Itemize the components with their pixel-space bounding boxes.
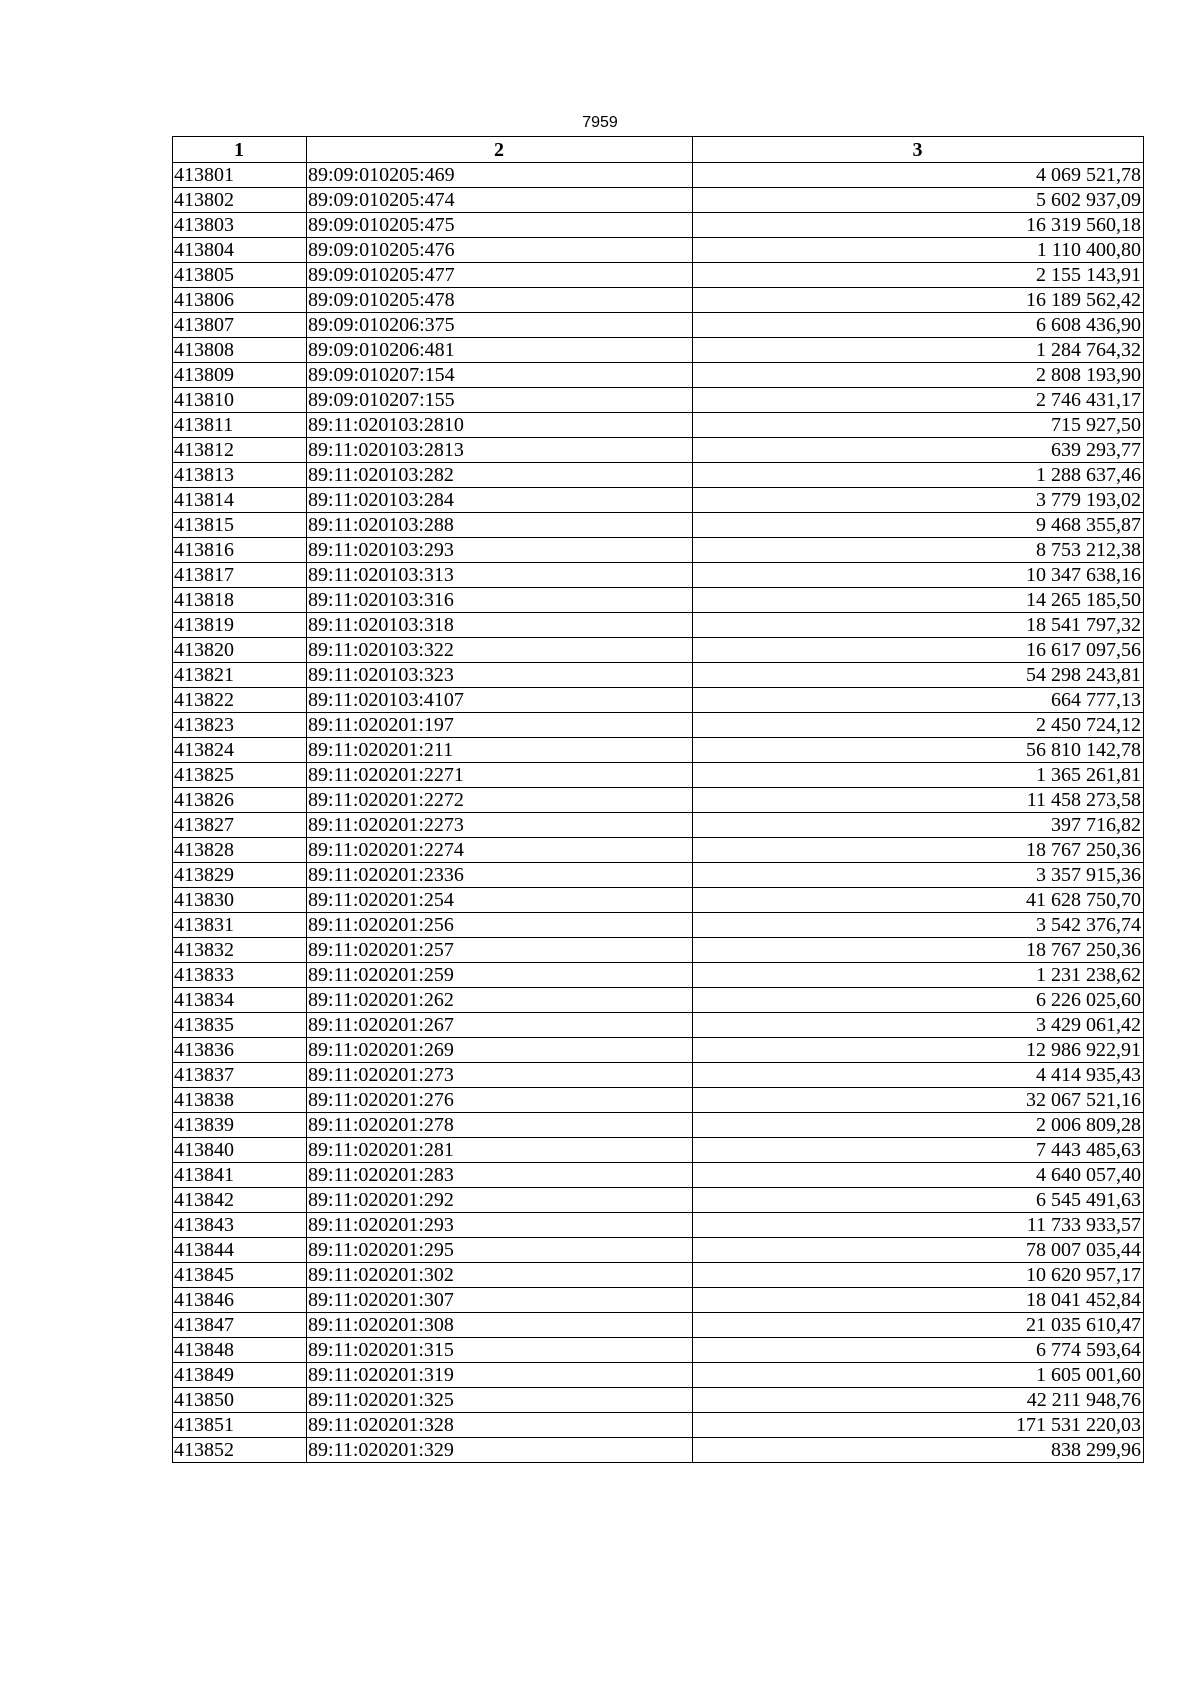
row-number-cell: 413807 — [173, 313, 307, 338]
row-number-cell: 413813 — [173, 463, 307, 488]
cadastral-number-cell: 89:09:010205:475 — [307, 213, 693, 238]
cadastral-value-cell: 32 067 521,16 — [693, 1088, 1144, 1113]
table-row — [173, 1438, 1144, 1463]
cadastral-number-cell: 89:11:020201:2272 — [307, 788, 693, 813]
cadastral-number-cell: 89:09:010205:477 — [307, 263, 693, 288]
row-number-cell: 413802 — [173, 188, 307, 213]
cadastral-value-cell: 2 155 143,91 — [693, 263, 1144, 288]
cadastral-number-cell: 89:11:020103:316 — [307, 588, 693, 613]
cadastral-value-cell: 1 284 764,32 — [693, 338, 1144, 363]
table-row — [173, 288, 1144, 313]
table-row — [173, 913, 1144, 938]
row-number-cell: 413803 — [173, 213, 307, 238]
row-number-cell: 413804 — [173, 238, 307, 263]
table-row — [173, 1013, 1144, 1038]
cadastral-number-cell: 89:09:010205:476 — [307, 238, 693, 263]
cadastral-number-cell: 89:11:020201:262 — [307, 988, 693, 1013]
row-number-cell: 413812 — [173, 438, 307, 463]
cadastral-number-cell: 89:11:020201:2271 — [307, 763, 693, 788]
row-number-cell: 413815 — [173, 513, 307, 538]
cadastral-number-cell: 89:11:020103:2810 — [307, 413, 693, 438]
cadastral-number-cell: 89:11:020201:328 — [307, 1413, 693, 1438]
cadastral-number-cell: 89:11:020201:259 — [307, 963, 693, 988]
cadastral-value-cell: 10 620 957,17 — [693, 1263, 1144, 1288]
table-row — [173, 463, 1144, 488]
table-row — [173, 413, 1144, 438]
row-number-cell: 413829 — [173, 863, 307, 888]
cadastral-number-cell: 89:09:010205:478 — [307, 288, 693, 313]
row-number-cell: 413833 — [173, 963, 307, 988]
cadastral-value-cell: 12 986 922,91 — [693, 1038, 1144, 1063]
cadastral-value-cell: 6 608 436,90 — [693, 313, 1144, 338]
cadastral-number-cell: 89:11:020201:307 — [307, 1288, 693, 1313]
cadastral-number-cell: 89:11:020201:273 — [307, 1063, 693, 1088]
row-number-cell: 413834 — [173, 988, 307, 1013]
cadastral-number-cell: 89:11:020201:325 — [307, 1388, 693, 1413]
row-number-cell: 413817 — [173, 563, 307, 588]
row-number-cell: 413836 — [173, 1038, 307, 1063]
table-row — [173, 213, 1144, 238]
cadastral-value-cell: 3 429 061,42 — [693, 1013, 1144, 1038]
table-row — [173, 488, 1144, 513]
cadastral-number-cell: 89:11:020201:293 — [307, 1213, 693, 1238]
cadastral-value-cell: 18 541 797,32 — [693, 613, 1144, 638]
cadastral-number-cell: 89:11:020201:319 — [307, 1363, 693, 1388]
cadastral-number-cell: 89:11:020103:288 — [307, 513, 693, 538]
cadastral-value-cell: 18 041 452,84 — [693, 1288, 1144, 1313]
row-number-cell: 413841 — [173, 1163, 307, 1188]
cadastral-value-cell: 171 531 220,03 — [693, 1413, 1144, 1438]
row-number-cell: 413825 — [173, 763, 307, 788]
cadastral-value-table — [172, 136, 1144, 1463]
table-row — [173, 988, 1144, 1013]
cadastral-number-cell: 89:11:020201:2274 — [307, 838, 693, 863]
cadastral-value-cell: 16 189 562,42 — [693, 288, 1144, 313]
table-row — [173, 263, 1144, 288]
cadastral-value-cell: 41 628 750,70 — [693, 888, 1144, 913]
cadastral-value-cell: 4 640 057,40 — [693, 1163, 1144, 1188]
row-number-cell: 413809 — [173, 363, 307, 388]
table-row — [173, 388, 1144, 413]
table-row — [173, 888, 1144, 913]
table-row — [173, 1263, 1144, 1288]
table-row — [173, 763, 1144, 788]
cadastral-number-cell: 89:11:020201:295 — [307, 1238, 693, 1263]
table-row — [173, 188, 1144, 213]
table-row — [173, 713, 1144, 738]
table-row — [173, 1113, 1144, 1138]
cadastral-number-cell: 89:11:020201:308 — [307, 1313, 693, 1338]
cadastral-number-cell: 89:11:020103:313 — [307, 563, 693, 588]
cadastral-number-cell: 89:11:020201:254 — [307, 888, 693, 913]
table-row — [173, 813, 1144, 838]
cadastral-value-cell: 56 810 142,78 — [693, 738, 1144, 763]
cadastral-number-cell: 89:11:020201:197 — [307, 713, 693, 738]
cadastral-number-cell: 89:11:020201:278 — [307, 1113, 693, 1138]
cadastral-value-cell: 14 265 185,50 — [693, 588, 1144, 613]
cadastral-value-cell: 3 779 193,02 — [693, 488, 1144, 513]
row-number-cell: 413827 — [173, 813, 307, 838]
table-row — [173, 688, 1144, 713]
table-row — [173, 563, 1144, 588]
table-row — [173, 1188, 1144, 1213]
table-row — [173, 1413, 1144, 1438]
cadastral-number-cell: 89:11:020103:293 — [307, 538, 693, 563]
table-row — [173, 1313, 1144, 1338]
row-number-cell: 413843 — [173, 1213, 307, 1238]
row-number-cell: 413823 — [173, 713, 307, 738]
cadastral-number-cell: 89:09:010207:154 — [307, 363, 693, 388]
row-number-cell: 413850 — [173, 1388, 307, 1413]
cadastral-value-cell: 7 443 485,63 — [693, 1138, 1144, 1163]
row-number-cell: 413849 — [173, 1363, 307, 1388]
cadastral-number-cell: 89:11:020103:4107 — [307, 688, 693, 713]
table-row — [173, 663, 1144, 688]
table-row — [173, 538, 1144, 563]
row-number-cell: 413814 — [173, 488, 307, 513]
cadastral-number-cell: 89:11:020201:302 — [307, 1263, 693, 1288]
row-number-cell: 413808 — [173, 338, 307, 363]
cadastral-value-cell: 2 746 431,17 — [693, 388, 1144, 413]
table-row — [173, 863, 1144, 888]
column-header-cadastral-number: 2 — [307, 137, 693, 163]
table-row — [173, 788, 1144, 813]
cadastral-value-cell: 16 319 560,18 — [693, 213, 1144, 238]
cadastral-number-cell: 89:09:010205:469 — [307, 163, 693, 188]
cadastral-number-cell: 89:11:020201:281 — [307, 1138, 693, 1163]
table-row — [173, 1138, 1144, 1163]
page-number: 7959 — [582, 114, 618, 131]
cadastral-value-cell: 4 414 935,43 — [693, 1063, 1144, 1088]
cadastral-number-cell: 89:11:020103:282 — [307, 463, 693, 488]
cadastral-number-cell: 89:11:020103:318 — [307, 613, 693, 638]
cadastral-number-cell: 89:09:010207:155 — [307, 388, 693, 413]
table-row — [173, 438, 1144, 463]
row-number-cell: 413852 — [173, 1438, 307, 1463]
cadastral-value-cell: 1 231 238,62 — [693, 963, 1144, 988]
cadastral-value-cell: 6 774 593,64 — [693, 1338, 1144, 1363]
cadastral-value-cell: 18 767 250,36 — [693, 838, 1144, 863]
table-row — [173, 363, 1144, 388]
row-number-cell: 413832 — [173, 938, 307, 963]
table-row — [173, 638, 1144, 663]
cadastral-value-cell: 1 365 261,81 — [693, 763, 1144, 788]
row-number-cell: 413830 — [173, 888, 307, 913]
cadastral-value-cell: 639 293,77 — [693, 438, 1144, 463]
cadastral-number-cell: 89:11:020201:329 — [307, 1438, 693, 1463]
cadastral-value-cell: 715 927,50 — [693, 413, 1144, 438]
cadastral-number-cell: 89:11:020201:267 — [307, 1013, 693, 1038]
row-number-cell: 413835 — [173, 1013, 307, 1038]
row-number-cell: 413801 — [173, 163, 307, 188]
cadastral-value-cell: 78 007 035,44 — [693, 1238, 1144, 1263]
cadastral-number-cell: 89:09:010205:474 — [307, 188, 693, 213]
table-row — [173, 163, 1144, 188]
cadastral-value-cell: 2 808 193,90 — [693, 363, 1144, 388]
cadastral-number-cell: 89:11:020103:2813 — [307, 438, 693, 463]
cadastral-value-cell: 42 211 948,76 — [693, 1388, 1144, 1413]
cadastral-number-cell: 89:11:020103:323 — [307, 663, 693, 688]
row-number-cell: 413847 — [173, 1313, 307, 1338]
row-number-cell: 413842 — [173, 1188, 307, 1213]
cadastral-number-cell: 89:11:020201:257 — [307, 938, 693, 963]
cadastral-value-cell: 1 288 637,46 — [693, 463, 1144, 488]
cadastral-number-cell: 89:11:020201:256 — [307, 913, 693, 938]
row-number-cell: 413816 — [173, 538, 307, 563]
row-number-cell: 413821 — [173, 663, 307, 688]
row-number-cell: 413851 — [173, 1413, 307, 1438]
cadastral-number-cell: 89:11:020201:315 — [307, 1338, 693, 1363]
column-header-value: 3 — [693, 137, 1144, 163]
row-number-cell: 413840 — [173, 1138, 307, 1163]
table-row — [173, 1063, 1144, 1088]
row-number-cell: 413846 — [173, 1288, 307, 1313]
cadastral-number-cell: 89:11:020201:276 — [307, 1088, 693, 1113]
cadastral-value-cell: 4 069 521,78 — [693, 163, 1144, 188]
cadastral-number-cell: 89:11:020103:322 — [307, 638, 693, 663]
cadastral-value-cell: 8 753 212,38 — [693, 538, 1144, 563]
table-row — [173, 838, 1144, 863]
cadastral-value-cell: 664 777,13 — [693, 688, 1144, 713]
cadastral-value-cell: 1 605 001,60 — [693, 1363, 1144, 1388]
row-number-cell: 413810 — [173, 388, 307, 413]
cadastral-value-cell: 6 226 025,60 — [693, 988, 1144, 1013]
cadastral-value-cell: 21 035 610,47 — [693, 1313, 1144, 1338]
cadastral-number-cell: 89:11:020201:2336 — [307, 863, 693, 888]
row-number-cell: 413848 — [173, 1338, 307, 1363]
cadastral-number-cell: 89:11:020103:284 — [307, 488, 693, 513]
table-row — [173, 938, 1144, 963]
table-row — [173, 338, 1144, 363]
cadastral-number-cell: 89:09:010206:481 — [307, 338, 693, 363]
cadastral-number-cell: 89:11:020201:269 — [307, 1038, 693, 1063]
table-row — [173, 1238, 1144, 1263]
cadastral-value-cell: 397 716,82 — [693, 813, 1144, 838]
row-number-cell: 413820 — [173, 638, 307, 663]
row-number-cell: 413824 — [173, 738, 307, 763]
table-row — [173, 313, 1144, 338]
cadastral-value-cell: 18 767 250,36 — [693, 938, 1144, 963]
row-number-cell: 413828 — [173, 838, 307, 863]
cadastral-value-cell: 2 450 724,12 — [693, 713, 1144, 738]
cadastral-value-cell: 11 458 273,58 — [693, 788, 1144, 813]
row-number-cell: 413818 — [173, 588, 307, 613]
cadastral-value-cell: 1 110 400,80 — [693, 238, 1144, 263]
table-row — [173, 1038, 1144, 1063]
table-row — [173, 1388, 1144, 1413]
row-number-cell: 413844 — [173, 1238, 307, 1263]
table-row — [173, 963, 1144, 988]
row-number-cell: 413838 — [173, 1088, 307, 1113]
cadastral-value-cell: 3 357 915,36 — [693, 863, 1144, 888]
table-row — [173, 1363, 1144, 1388]
row-number-cell: 413837 — [173, 1063, 307, 1088]
cadastral-value-cell: 10 347 638,16 — [693, 563, 1144, 588]
row-number-cell: 413845 — [173, 1263, 307, 1288]
column-header-number: 1 — [173, 137, 307, 163]
table-header-row — [173, 137, 1144, 163]
cadastral-value-cell: 9 468 355,87 — [693, 513, 1144, 538]
table-row — [173, 738, 1144, 763]
table-row — [173, 1163, 1144, 1188]
cadastral-value-cell: 2 006 809,28 — [693, 1113, 1144, 1138]
cadastral-value-cell: 11 733 933,57 — [693, 1213, 1144, 1238]
cadastral-number-cell: 89:09:010206:375 — [307, 313, 693, 338]
table-body — [173, 163, 1144, 1463]
row-number-cell: 413826 — [173, 788, 307, 813]
row-number-cell: 413839 — [173, 1113, 307, 1138]
row-number-cell: 413819 — [173, 613, 307, 638]
table-row — [173, 1088, 1144, 1113]
row-number-cell: 413822 — [173, 688, 307, 713]
table-row — [173, 1338, 1144, 1363]
cadastral-value-cell: 838 299,96 — [693, 1438, 1144, 1463]
cadastral-number-cell: 89:11:020201:292 — [307, 1188, 693, 1213]
table-row — [173, 513, 1144, 538]
row-number-cell: 413811 — [173, 413, 307, 438]
table-row — [173, 613, 1144, 638]
cadastral-value-cell: 3 542 376,74 — [693, 913, 1144, 938]
row-number-cell: 413806 — [173, 288, 307, 313]
table-row — [173, 588, 1144, 613]
cadastral-value-cell: 54 298 243,81 — [693, 663, 1144, 688]
cadastral-value-cell: 6 545 491,63 — [693, 1188, 1144, 1213]
cadastral-number-cell: 89:11:020201:211 — [307, 738, 693, 763]
table-row — [173, 1288, 1144, 1313]
table-row — [173, 238, 1144, 263]
cadastral-value-cell: 5 602 937,09 — [693, 188, 1144, 213]
cadastral-number-cell: 89:11:020201:283 — [307, 1163, 693, 1188]
row-number-cell: 413805 — [173, 263, 307, 288]
cadastral-number-cell: 89:11:020201:2273 — [307, 813, 693, 838]
table-row — [173, 1213, 1144, 1238]
cadastral-value-cell: 16 617 097,56 — [693, 638, 1144, 663]
row-number-cell: 413831 — [173, 913, 307, 938]
